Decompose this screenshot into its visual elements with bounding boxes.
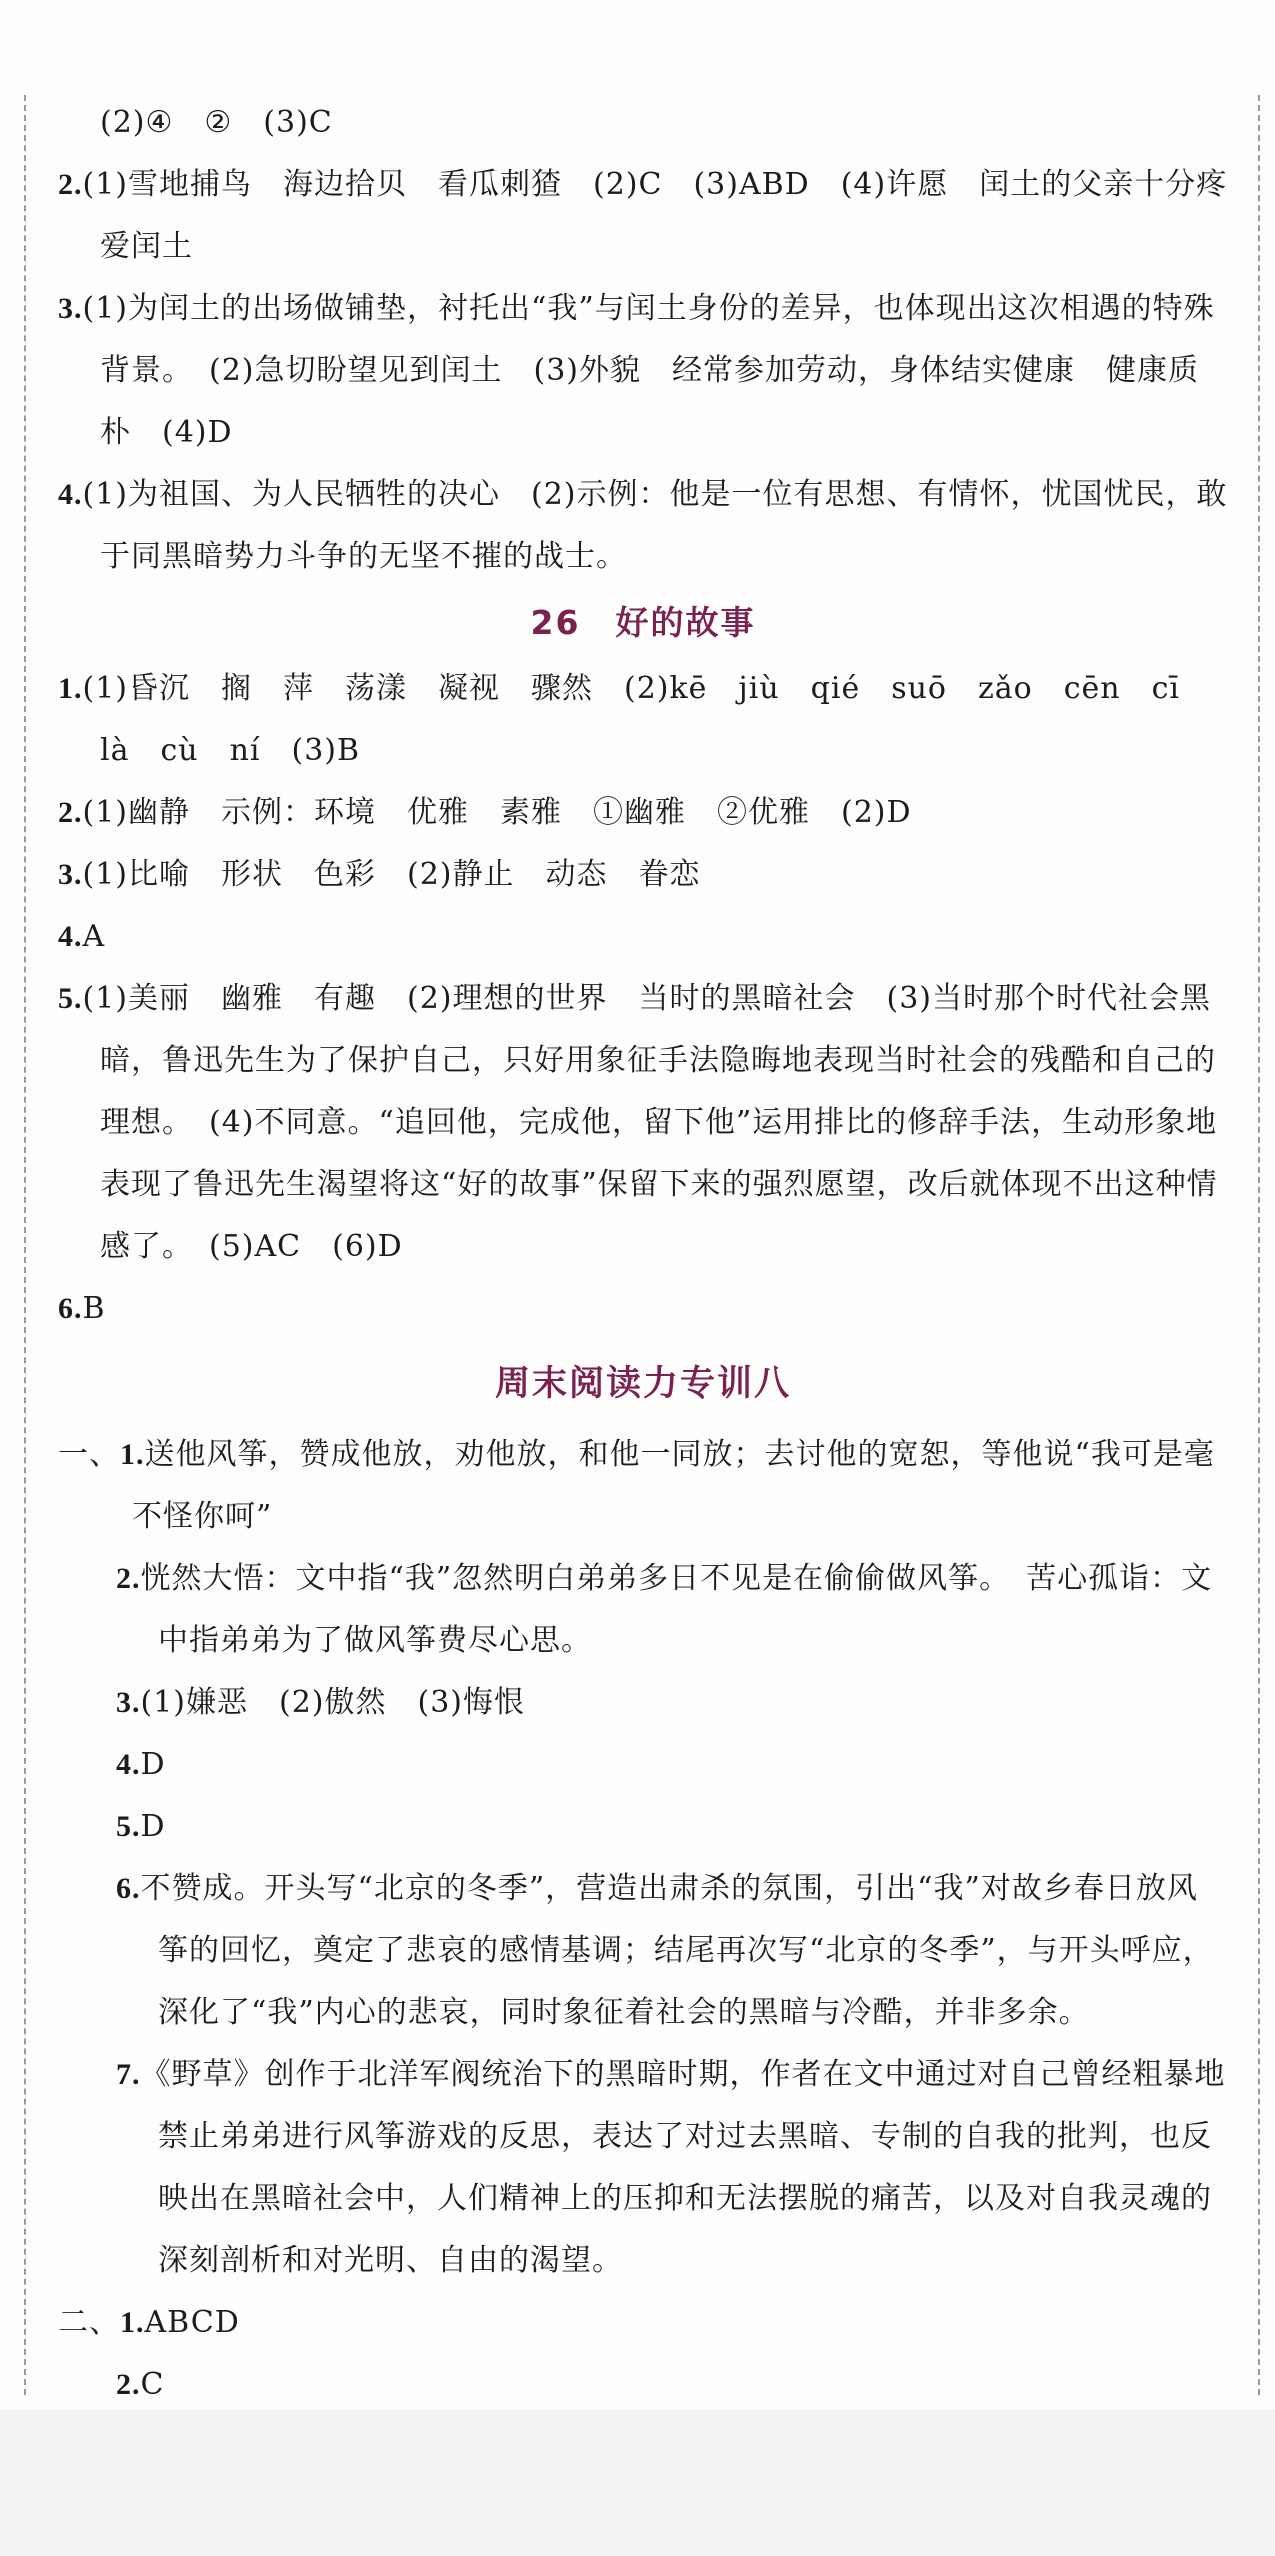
left-dashed-rule <box>24 95 26 2395</box>
item-text: B <box>82 1291 106 1326</box>
item-number: 2. <box>116 1562 141 1595</box>
section-title: 26 好的故事 <box>530 603 756 642</box>
answer-item <box>58 844 1228 906</box>
item-text: ABCD <box>144 2305 240 2340</box>
answer-item <box>58 658 1228 782</box>
item-number: 6. <box>116 1872 141 1905</box>
part-prefix: 一、 <box>58 1437 120 1472</box>
item-text: 恍然大悟：文中指“我”忽然明白弟弟多日不见是在偷偷做风筝。 苦心孤诣：文中指弟弟为了做风筝费尽心思。 <box>140 1561 1213 1658</box>
answer-item <box>58 1858 1228 2044</box>
item-number: 2. <box>116 2368 141 2401</box>
item-number: 5. <box>116 1810 141 1843</box>
item-number: 1. <box>120 2306 145 2339</box>
section-title: 周末阅读力专训八 <box>494 1364 791 1404</box>
item-text: (1)为祖国、为人民牺牲的决心 (2)示例：他是一位有思想、有情怀，忧国忧民，敢于同黑暗势力斗争的无坚不摧的战士。 <box>82 477 1228 574</box>
item-number: 5. <box>58 982 83 1015</box>
answer-item <box>58 1672 1228 1734</box>
answer-item <box>58 2044 1228 2292</box>
item-number: 4. <box>58 920 83 953</box>
item-number: 3. <box>116 1686 141 1719</box>
item-number: 4. <box>116 1748 141 1781</box>
item-text: 《野草》创作于北洋军阀统治下的黑暗时期，作者在文中通过对自己曾经粗暴地禁止弟弟进行风筝游戏的反思，表达了对过去黑暗、专制的自我的批判，也反映出在黑暗社会中，人们精神上的压抑和无法摆脱的痛苦，以及对自我灵魂的深刻剖析和对光明、自由的渴望。 <box>140 2057 1226 2278</box>
answer-item <box>58 464 1228 588</box>
item-text: 不赞成。开头写“北京的冬季”，营造出肃杀的氛围，引出“我”对故乡春日放风筝的回忆，奠定了悲哀的感情基调；结尾再次写“北京的冬季”，与开头呼应，深化了“我”内心的悲哀，同时象征着社会的黑暗与冷酷，并非多余。 <box>140 1871 1214 2030</box>
item-text: (1)嫌恶 (2)傲然 (3)悔恨 <box>140 1685 525 1720</box>
item-text: (1)幽静 示例：环境 优雅 素雅 ①幽雅 ②优雅 (2)D <box>82 795 912 830</box>
item-text: (1)比喻 形状 色彩 (2)静止 动态 眷恋 <box>82 857 701 892</box>
page-bottom-margin <box>0 2410 1275 2556</box>
answer-item <box>58 1424 1228 1548</box>
item-number: 3. <box>58 292 83 325</box>
answer-item <box>58 782 1228 844</box>
item-text: (1)美丽 幽雅 有趣 (2)理想的世界 当时的黑暗社会 (3)当时那个时代社会黑暗，鲁迅先生为了保护自己，只好用象征手法隐晦地表现当时社会的残酷和自己的理想。 (4)不同意。“追回他，完成他，留下他”运用排比的修辞手法，生动形象地表现了鲁迅先生渴望将这“好的故事”保留下来的强烈愿望，改后就体现不出这种情感了。 (5)AC (6)D <box>82 981 1218 1264</box>
item-number: 1. <box>58 672 83 705</box>
answer-text: (2)④ ② (3)C <box>100 105 333 140</box>
answer-item <box>58 154 1228 278</box>
answer-content <box>58 92 1228 2416</box>
answer-item <box>58 1278 1228 1340</box>
answer-item <box>58 2292 1228 2354</box>
item-text: D <box>140 1809 166 1844</box>
part-prefix: 二、 <box>58 2305 120 2340</box>
item-number: 7. <box>116 2058 141 2091</box>
item-text: 送他风筝，赞成他放，劝他放，和他一同放；去讨他的宽恕，等他说“我可是毫不怪你呵” <box>132 1437 1215 1534</box>
item-number: 4. <box>58 478 83 511</box>
item-text: C <box>140 2367 165 2402</box>
answer-item <box>58 1734 1228 1796</box>
answer-item <box>58 278 1228 464</box>
item-text: A <box>82 919 106 954</box>
item-number: 1. <box>120 1438 145 1471</box>
item-text: (1)雪地捕鸟 海边拾贝 看瓜刺猹 (2)C (3)ABD (4)许愿 闰土的父亲十分疼爱闰土 <box>82 167 1228 264</box>
item-number: 6. <box>58 1292 83 1325</box>
item-number: 3. <box>58 858 83 891</box>
answer-item <box>58 1548 1228 1672</box>
answer-line <box>58 92 1228 154</box>
item-text: (1)为闰土的出场做铺垫，衬托出“我”与闰土身份的差异，也体现出这次相遇的特殊背景。 (2)急切盼望见到闰土 (3)外貌 经常参加劳动，身体结实健康 健康质朴 (4)D <box>82 291 1215 450</box>
item-number: 2. <box>58 796 83 829</box>
answer-item <box>58 968 1228 1278</box>
item-number: 2. <box>58 168 83 201</box>
item-text: D <box>140 1747 166 1782</box>
right-dashed-rule <box>1258 95 1260 2395</box>
item-text: (1)昏沉 搁 萍 荡漾 凝视 骤然 (2)kē jiù qié suō zǎo cēn cī là cù ní (3)B <box>82 671 1211 768</box>
answer-item <box>58 1796 1228 1858</box>
answer-item <box>58 906 1228 968</box>
answer-item <box>58 2354 1228 2416</box>
